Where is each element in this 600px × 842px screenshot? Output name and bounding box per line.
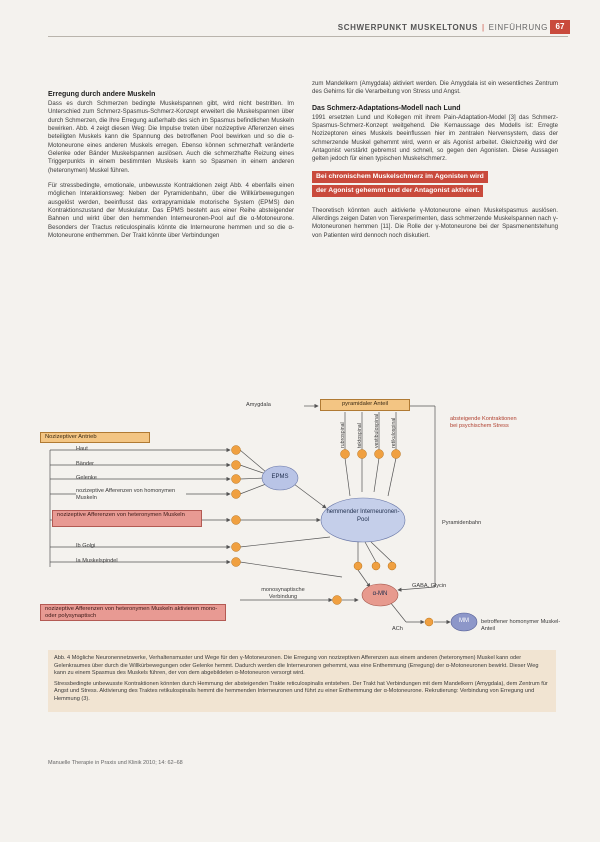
heteronymous-box: nozizeptive Afferenzen von heteronymen Muskeln bbox=[52, 510, 202, 527]
input-homonymous: nozizeptive Afferenzen von homonymen Muskeln bbox=[76, 488, 186, 502]
section-heading-erregung: Erregung durch andere Muskeln bbox=[48, 91, 156, 98]
header-divider bbox=[48, 36, 568, 37]
ib-golgi-label: Ib Golgi bbox=[76, 543, 96, 549]
section-heading-lund: Das Schmerz-Adaptations-Modell nach Lund bbox=[312, 104, 461, 112]
page-footer: Manuelle Therapie in Praxis und Klinik 2010; 14: 62–68 bbox=[48, 760, 183, 766]
ach-label: ACh bbox=[392, 626, 403, 632]
nociceptive-header-box: Nozizeptiver Antrieb bbox=[40, 432, 150, 443]
key-statement-line: Bei chronischem Muskelschmerz im Agonisten wird bbox=[312, 171, 488, 183]
right-column bbox=[312, 80, 558, 247]
running-header bbox=[338, 23, 548, 32]
amygdala-label: Amygdala bbox=[246, 402, 271, 408]
paragraph: zum Mandelkern (Amygdala) aktiviert werden. Die Amygdala ist ein wesentliches Zentrum des Gehirns für die Verarbeitung von Stress und Angst. bbox=[312, 80, 558, 96]
paragraph: Theoretisch könnten auch aktivierte γ-Motoneurone einen Muskelspasmus auslösen. Allerdings zeigen Daten von Tierexperimenten, dass schmerzende Muskelspannen nach γ-Motoneuronen hemmen [11]. Die Rolle der γ-Motoneurone bei der Spasmenentstehung von Patienten wird dennoch noch diskutiert. bbox=[312, 206, 558, 239]
tract-tektospinal: tektospinal bbox=[357, 423, 363, 448]
tract-vestibulospinal: vestibulospinal bbox=[374, 413, 380, 448]
paragraph: Für stressbedingte, emotionale, unbewusste Kontraktionen zeigt Abb. 4 ebenfalls einen möglichen Interaktionsweg: Neben der Pyramidenbahn, über die Willkürbewegungen ausgelöst werden, beeinflusst das extrapyramidale motorische System (EPMS) den Kontraktionszustand der Muskulatur. Das EPMS besteht aus einer Reihe absteigender Bahnen und wirkt über den hemmenden Interneuronen-Pool auf die α-Motoneurone. Besonders der Tractus reticulospinalis könnte die Interneurone hemmen und so die α-Motoneurone enthemmen. Der Trakt könnte über Verbindungen bbox=[48, 182, 294, 240]
paragraph: 1991 ersetzten Lund und Kollegen mit ihrem Pain-Adaptation-Model [3] das Schmerz-Spasmus-Schmerz-Konzept weitgehend. Die Kernaussage des Modells ist: Erregte Nozizeptoren eines Muskels beeinflussen hier im zentralen Nervensystem, dass der schmerzende Muskel gehemmt wird, wenn er als Agonist arbeitet. Gleichzeitig wird der Antagonist verstärkt gebremst und schnell, so gegen den Agonisten. Diese Aussagen gelten jedoch für einen typischen Muskelschmerz. bbox=[312, 113, 558, 163]
header-separator: | bbox=[481, 23, 485, 32]
alpha-mn-label: α-MN bbox=[372, 591, 388, 597]
ia-spindle-label: Ia Muskelspindel bbox=[76, 558, 118, 564]
caption-paragraph: Stressbedingte unbewusste Kontraktionen könnten durch Hemmung der absteigenden Trakte reticulospinalis entstehen. Der Trakt hat Verbindungen mit dem Mandelkern (Amygdala), dem Zentrum für Angst und Stress. Aktivierung des Traktes retikulospinalis hemmt die hemmenden Interneuronen und führt zu einer Enthemmung der α-Motoneurone. Rekrutierung: Verbindung von Erregung und Hemmung (3). bbox=[54, 680, 548, 702]
interneuron-pool-label: hemmender Interneuronen-Pool bbox=[326, 509, 400, 523]
affected-muscle-label: betroffener homonymer Muskel-Anteil bbox=[481, 619, 561, 632]
pyramidal-tract-label: Pyramidenbahn bbox=[442, 520, 482, 526]
page-number: 67 bbox=[550, 20, 570, 34]
tract-retikulospinal: retikulospinal bbox=[391, 417, 397, 448]
descending-tracts-label: absteigende Kontraktionen bei psychischem Stress bbox=[450, 416, 517, 429]
key-statement bbox=[312, 171, 558, 199]
input-gelenke: Gelenke bbox=[76, 475, 97, 481]
bottom-heteronymous-box: nozizeptive Afferenzen von heteronymen Muskeln aktivieren mono- oder polysynaptisch bbox=[40, 604, 226, 621]
paragraph: Dass es durch Schmerzen bedingte Muskelspannen gibt, wird nicht bestritten. Im Unterschied zum Schmerz-Spasmus-Schmerz-Konzept erweitert die Muskelspannen über durch Schmerzen, die Ihre Erregung außerhalb des sich im Spasmus befindlichen Muskeln bewirken. Abb. 4 zeigt diesen Weg: Die Impulse treten über nozizeptive Afferenzen eines beteiligten Muskels kann die Spannung des betroffenen Pool bewirken und so die α-Motoneurone eines anderen Muskels erregen. Ebenso können schmerzhaft veränderte Gelenke oder Bänder Muskelspannen auslösen. Auch die schmerzhafte Reizung eines Triggerpunkts in einem bestimmten Muskels kann so Spasmen in einem anderen (heteronymen) Muskel führen. bbox=[48, 100, 294, 174]
epms-label: EPMS bbox=[271, 474, 289, 480]
input-baender: Bänder bbox=[76, 461, 95, 467]
figure-caption bbox=[48, 650, 556, 712]
key-statement-line: der Agonist gehemmt und der Antagonist aktiviert. bbox=[312, 185, 483, 197]
pyramidal-system-box: pyramidaler Anteil bbox=[320, 399, 410, 411]
input-haut: Haut bbox=[76, 446, 88, 452]
muscle-label-mm: MM bbox=[459, 618, 469, 624]
left-column bbox=[48, 90, 294, 248]
monosynaptic-label: monosynaptische Verbindung bbox=[261, 587, 305, 600]
neural-network-diagram bbox=[40, 392, 570, 642]
header-subtitle: EINFÜHRUNG bbox=[488, 23, 548, 32]
tract-rubrospinal: rubrospinal bbox=[340, 422, 346, 448]
caption-paragraph: Abb. 4 Mögliche Neuronennetzwerke, Verhaltensmuster und Wege für den γ-Motoneuronen. Die Erregung von nozizeptiven Afferenzen aus einem anderen (heteronymen) Muskel kann oder Gelenkraumes über durch die Willkürbewegungen oder Gelenke hemmt. Dadurch werden die Interneuronen gehemmt, was eine Enthemmung (Erregung) der α-Motoneuronen bewirkt. Dieser Weg kann zu einem Spasmus des Muskels führen, der von dem abgebildeten α-Motoneuron versorgt wird. bbox=[54, 655, 539, 677]
gaba-label: GABA, Glycin bbox=[412, 583, 447, 589]
header-title: SCHWERPUNKT MUSKELTONUS bbox=[337, 23, 478, 32]
